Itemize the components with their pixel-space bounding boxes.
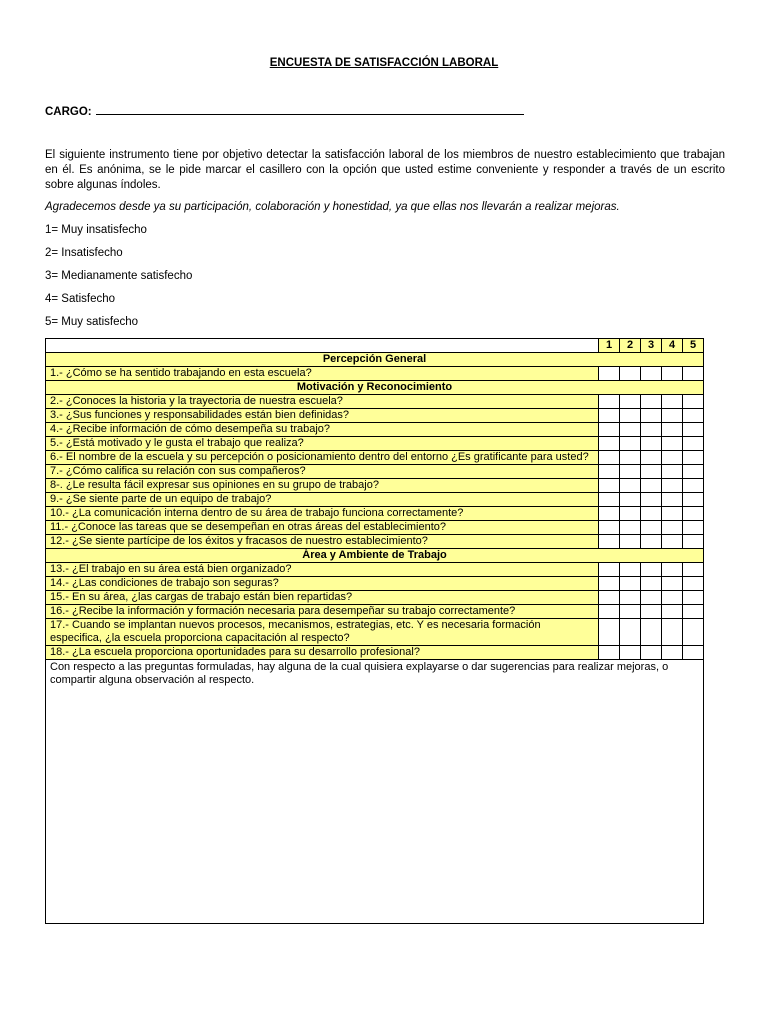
rating-box-5[interactable]	[683, 479, 704, 493]
rating-box-5[interactable]	[683, 605, 704, 619]
rating-box-3[interactable]	[641, 451, 662, 465]
rating-box-4[interactable]	[662, 479, 683, 493]
cargo-field	[45, 103, 524, 118]
rating-box-1[interactable]	[599, 465, 620, 479]
question-text: 17.- Cuando se implantan nuevos procesos, mecanismos, estrategias, etc. Y es necesaria formación especifica, ¿la escuela proporciona capacitación al respecto?	[46, 619, 599, 646]
rating-box-2[interactable]	[620, 521, 641, 535]
rating-box-1[interactable]	[599, 591, 620, 605]
rating-box-4[interactable]	[662, 451, 683, 465]
rating-box-2[interactable]	[620, 563, 641, 577]
rating-box-4[interactable]	[662, 605, 683, 619]
rating-box-5[interactable]	[683, 395, 704, 409]
rating-box-1[interactable]	[599, 423, 620, 437]
question-text: 18.- ¿La escuela proporciona oportunidades para su desarrollo profesional?	[46, 646, 599, 660]
rating-box-5[interactable]	[683, 437, 704, 451]
scale-item-4: 4= Satisfecho	[45, 293, 116, 305]
question-row	[46, 521, 704, 535]
rating-box-3[interactable]	[641, 577, 662, 591]
question-text: 8-. ¿Le resulta fácil expresar sus opiniones en su grupo de trabajo?	[46, 479, 599, 493]
rating-box-4[interactable]	[662, 507, 683, 521]
rating-box-2[interactable]	[620, 646, 641, 660]
rating-box-3[interactable]	[641, 521, 662, 535]
scale-header-1: 1	[599, 339, 620, 353]
question-text: 16.- ¿Recibe la información y formación necesaria para desempeñar su trabajo correctamente?	[46, 605, 599, 619]
rating-box-1[interactable]	[599, 507, 620, 521]
section-row	[46, 353, 704, 367]
question-text: 3.- ¿Sus funciones y responsabilidades están bien definidas?	[46, 409, 599, 423]
question-text: 11.- ¿Conoce las tareas que se desempeñan en otras áreas del establecimiento?	[46, 521, 599, 535]
scale-item-2: 2= Insatisfecho	[45, 247, 123, 259]
rating-box-2[interactable]	[620, 437, 641, 451]
question-text: 4.- ¿Recibe información de cómo desempeña su trabajo?	[46, 423, 599, 437]
rating-box-4[interactable]	[662, 493, 683, 507]
question-text: 14.- ¿Las condiciones de trabajo son seguras?	[46, 577, 599, 591]
document-title: ENCUESTA DE SATISFACCIÓN LABORAL	[269, 57, 499, 69]
rating-box-5[interactable]	[683, 577, 704, 591]
rating-box-5[interactable]	[683, 493, 704, 507]
question-row	[46, 493, 704, 507]
rating-box-5[interactable]	[683, 409, 704, 423]
rating-box-2[interactable]	[620, 409, 641, 423]
header-blank-cell	[46, 339, 599, 353]
rating-box-3[interactable]	[641, 493, 662, 507]
question-text: 1.- ¿Cómo se ha sentido trabajando en esta escuela?	[46, 367, 599, 381]
rating-box-4[interactable]	[662, 409, 683, 423]
rating-box-4[interactable]	[662, 521, 683, 535]
rating-box-5[interactable]	[683, 367, 704, 381]
survey-table	[45, 338, 704, 924]
rating-box-3[interactable]	[641, 479, 662, 493]
rating-box-5[interactable]	[683, 465, 704, 479]
question-row	[46, 367, 704, 381]
question-text: 13.- ¿El trabajo en su área está bien organizado?	[46, 563, 599, 577]
section-title: Percepción General	[46, 353, 704, 367]
rating-box-4[interactable]	[662, 646, 683, 660]
rating-box-2[interactable]	[620, 535, 641, 549]
question-row	[46, 437, 704, 451]
question-row	[46, 479, 704, 493]
question-text: 5.- ¿Está motivado y le gusta el trabajo que realiza?	[46, 437, 599, 451]
table-header-row	[46, 339, 704, 353]
rating-box-2[interactable]	[620, 465, 641, 479]
rating-box-3[interactable]	[641, 367, 662, 381]
rating-box-3[interactable]	[641, 591, 662, 605]
rating-box-3[interactable]	[641, 437, 662, 451]
rating-box-5[interactable]	[683, 451, 704, 465]
question-row	[46, 423, 704, 437]
question-text: 10.- ¿La comunicación interna dentro de su área de trabajo funciona correctamente?	[46, 507, 599, 521]
rating-box-4[interactable]	[662, 563, 683, 577]
rating-box-4[interactable]	[662, 591, 683, 605]
question-row	[46, 646, 704, 660]
rating-box-1[interactable]	[599, 395, 620, 409]
section-title: Área y Ambiente de Trabajo	[46, 549, 704, 563]
scale-header-3: 3	[641, 339, 662, 353]
rating-box-5[interactable]	[683, 646, 704, 660]
rating-box-1[interactable]	[599, 605, 620, 619]
question-row	[46, 591, 704, 605]
question-text: 6.- El nombre de la escuela y su percepción o posicionamiento dentro del entorno ¿Es gratificante para usted?	[46, 451, 599, 465]
question-row	[46, 619, 704, 646]
question-row	[46, 563, 704, 577]
rating-box-3[interactable]	[641, 409, 662, 423]
comment-box[interactable]	[46, 660, 704, 924]
question-row	[46, 465, 704, 479]
question-row	[46, 451, 704, 465]
rating-box-2[interactable]	[620, 423, 641, 437]
rating-box-1[interactable]	[599, 451, 620, 465]
rating-box-5[interactable]	[683, 591, 704, 605]
section-row	[46, 381, 704, 395]
rating-box-3[interactable]	[641, 465, 662, 479]
rating-box-5[interactable]	[683, 535, 704, 549]
rating-box-3[interactable]	[641, 535, 662, 549]
rating-box-3[interactable]	[641, 605, 662, 619]
rating-box-2[interactable]	[620, 479, 641, 493]
question-row	[46, 507, 704, 521]
rating-box-4[interactable]	[662, 577, 683, 591]
rating-box-3[interactable]	[641, 563, 662, 577]
rating-box-5[interactable]	[683, 521, 704, 535]
rating-box-1[interactable]	[599, 479, 620, 493]
scale-item-1: 1= Muy insatisfecho	[45, 224, 147, 236]
rating-box-1[interactable]	[599, 521, 620, 535]
rating-box-1[interactable]	[599, 577, 620, 591]
comment-prompt: Con respecto a las preguntas formuladas, hay alguna de la cual quisiera explayarse o dar sugerencias para realizar mejoras, o compartir alguna observación al respecto.	[50, 661, 669, 686]
question-text: 2.- ¿Conoces la historia y la trayectoria de nuestra escuela?	[46, 395, 599, 409]
question-row	[46, 605, 704, 619]
rating-box-4[interactable]	[662, 437, 683, 451]
rating-box-5[interactable]	[683, 619, 704, 646]
comment-row	[46, 660, 704, 924]
rating-box-3[interactable]	[641, 507, 662, 521]
question-row	[46, 409, 704, 423]
rating-box-1[interactable]	[599, 409, 620, 423]
rating-box-2[interactable]	[620, 591, 641, 605]
question-text: 12.- ¿Se siente partícipe de los éxitos y fracasos de nuestro establecimiento?	[46, 535, 599, 549]
scale-header-4: 4	[662, 339, 683, 353]
rating-box-2[interactable]	[620, 367, 641, 381]
rating-box-1[interactable]	[599, 646, 620, 660]
question-text: 7.- ¿Cómo califica su relación con sus compañeros?	[46, 465, 599, 479]
question-row	[46, 577, 704, 591]
cargo-label: CARGO:	[45, 106, 92, 118]
scale-item-5: 5= Muy satisfecho	[45, 316, 139, 328]
rating-box-1[interactable]	[599, 437, 620, 451]
rating-box-2[interactable]	[620, 605, 641, 619]
question-text: 9.- ¿Se siente parte de un equipo de trabajo?	[46, 493, 599, 507]
rating-box-4[interactable]	[662, 395, 683, 409]
rating-box-2[interactable]	[620, 507, 641, 521]
rating-box-1[interactable]	[599, 367, 620, 381]
rating-box-3[interactable]	[641, 619, 662, 646]
question-text: 15.- En su área, ¿las cargas de trabajo están bien repartidas?	[46, 591, 599, 605]
question-row	[46, 535, 704, 549]
rating-box-3[interactable]	[641, 395, 662, 409]
rating-box-4[interactable]	[662, 535, 683, 549]
rating-box-4[interactable]	[662, 619, 683, 646]
rating-box-5[interactable]	[683, 507, 704, 521]
scale-item-3: 3= Medianamente satisfecho	[45, 270, 193, 282]
rating-box-2[interactable]	[620, 493, 641, 507]
section-title: Motivación y Reconocimiento	[46, 381, 704, 395]
rating-box-1[interactable]	[599, 493, 620, 507]
cargo-input-line[interactable]	[96, 103, 524, 115]
rating-box-1[interactable]	[599, 619, 620, 646]
question-row	[46, 395, 704, 409]
intro-paragraph: El siguiente instrumento tiene por objetivo detectar la satisfacción laboral de los miembros de nuestro establecimiento que trabajan en él. Es anónima, se le pide marcar el casillero con la opción que usted estime conveniente y responder a través de un escrito sobre algunas índoles.	[45, 149, 725, 191]
rating-box-1[interactable]	[599, 535, 620, 549]
rating-box-1[interactable]	[599, 563, 620, 577]
rating-box-2[interactable]	[620, 577, 641, 591]
rating-box-2[interactable]	[620, 619, 641, 646]
rating-box-2[interactable]	[620, 451, 641, 465]
rating-box-4[interactable]	[662, 423, 683, 437]
rating-box-5[interactable]	[683, 563, 704, 577]
rating-box-2[interactable]	[620, 395, 641, 409]
section-row	[46, 549, 704, 563]
scale-header-2: 2	[620, 339, 641, 353]
scale-header-5: 5	[683, 339, 704, 353]
rating-box-3[interactable]	[641, 646, 662, 660]
rating-box-4[interactable]	[662, 465, 683, 479]
rating-box-4[interactable]	[662, 367, 683, 381]
thanks-paragraph: Agradecemos desde ya su participación, colaboración y honestidad, ya que ellas nos llevarán a realizar mejoras.	[45, 201, 620, 213]
rating-box-5[interactable]	[683, 423, 704, 437]
rating-box-3[interactable]	[641, 423, 662, 437]
